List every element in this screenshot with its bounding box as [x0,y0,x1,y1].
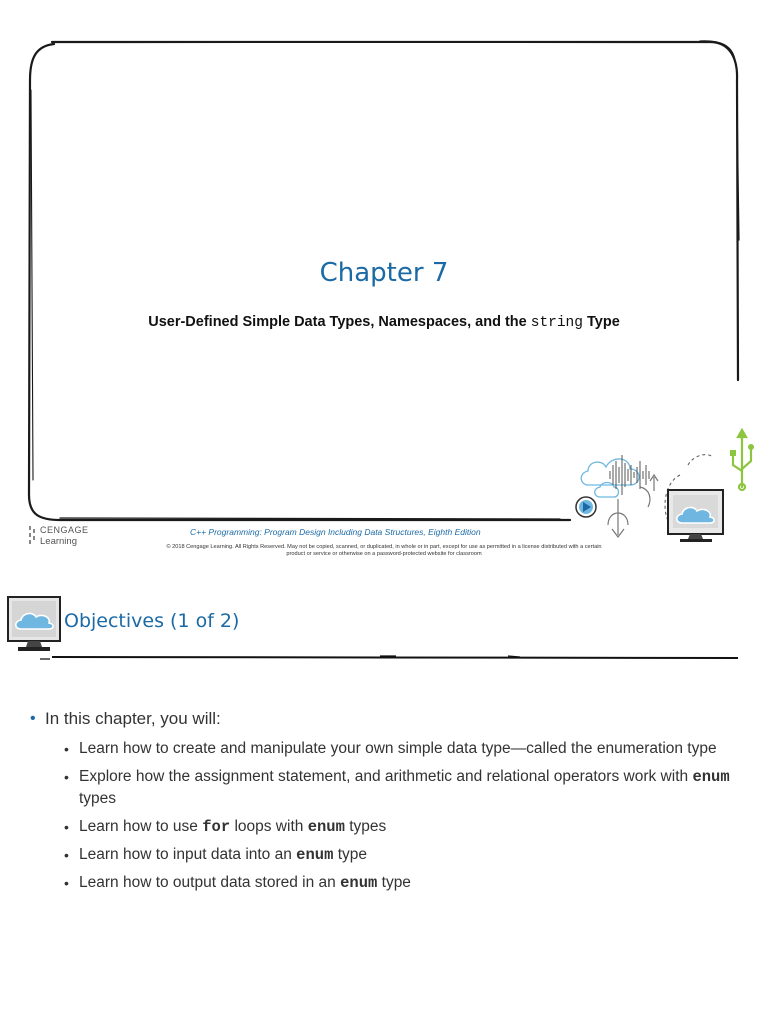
technology-illustration [570,425,768,565]
title-divider [0,650,768,666]
subtitle-code-string: string [530,315,583,331]
objective-text: Learn how to input data into an [79,846,297,863]
objectives-slide [0,590,768,1024]
objective-text: Learn how to output data stored in an [79,874,341,891]
objective-item [64,766,740,810]
code-keyword: enum [307,818,345,836]
objective-text: type [333,846,367,863]
intro-bullet: • In this chapter, you will: [30,708,740,730]
objective-text: loops with [230,818,308,835]
objective-item [64,844,740,866]
objective-text: types [344,818,387,835]
subtitle-text-start: User-Defined Simple Data Types, Namespaces, and the [148,314,531,330]
slide-title: Objectives (1 of 2) [64,610,240,632]
code-keyword: enum [296,846,334,864]
logo-text-learning: Learning [40,536,77,547]
objective-item [64,738,740,760]
objective-text: Learn how to create and manipulate your own simple data type—called the enumeration type [79,740,717,757]
objective-text: type [377,874,411,891]
copyright-notice [128,544,640,558]
chapter-title: Chapter 7 [319,258,449,288]
code-keyword: for [202,818,231,836]
book-title: C++ Programming: Program Design Including Data Structures, Eighth Edition [190,527,481,537]
play-icon [576,497,596,517]
objective-text: Learn how to use [79,818,203,835]
copyright-line-2: product or service or otherwise on a password-protected website for classroom [286,551,482,557]
chapter-subtitle [0,314,768,331]
monitor-cloud-icon [6,595,62,653]
objective-item [64,872,740,894]
monitor-cloud-icon [668,490,723,542]
objective-item [64,816,740,838]
copyright-line-1: © 2018 Cengage Learning. All Rights Reserved. May not be copied, scanned, or duplicated, in whole or in part, except for use as permitted in a license distributed with a certain [166,544,602,550]
objective-items [64,738,740,894]
objective-text: Explore how the assignment statement, and arithmetic and relational operators work with [79,768,693,785]
sound-wave [610,455,649,495]
usb-icon [730,430,754,490]
objective-text: types [79,790,117,807]
code-keyword: enum [692,768,730,786]
cengage-logo [28,524,108,550]
subtitle-text-end: Type [582,314,620,330]
objectives-list [30,708,740,900]
cengage-logo-icon [28,526,38,548]
code-keyword: enum [340,874,378,892]
logo-text-cengage: CENGAGE [40,525,89,535]
